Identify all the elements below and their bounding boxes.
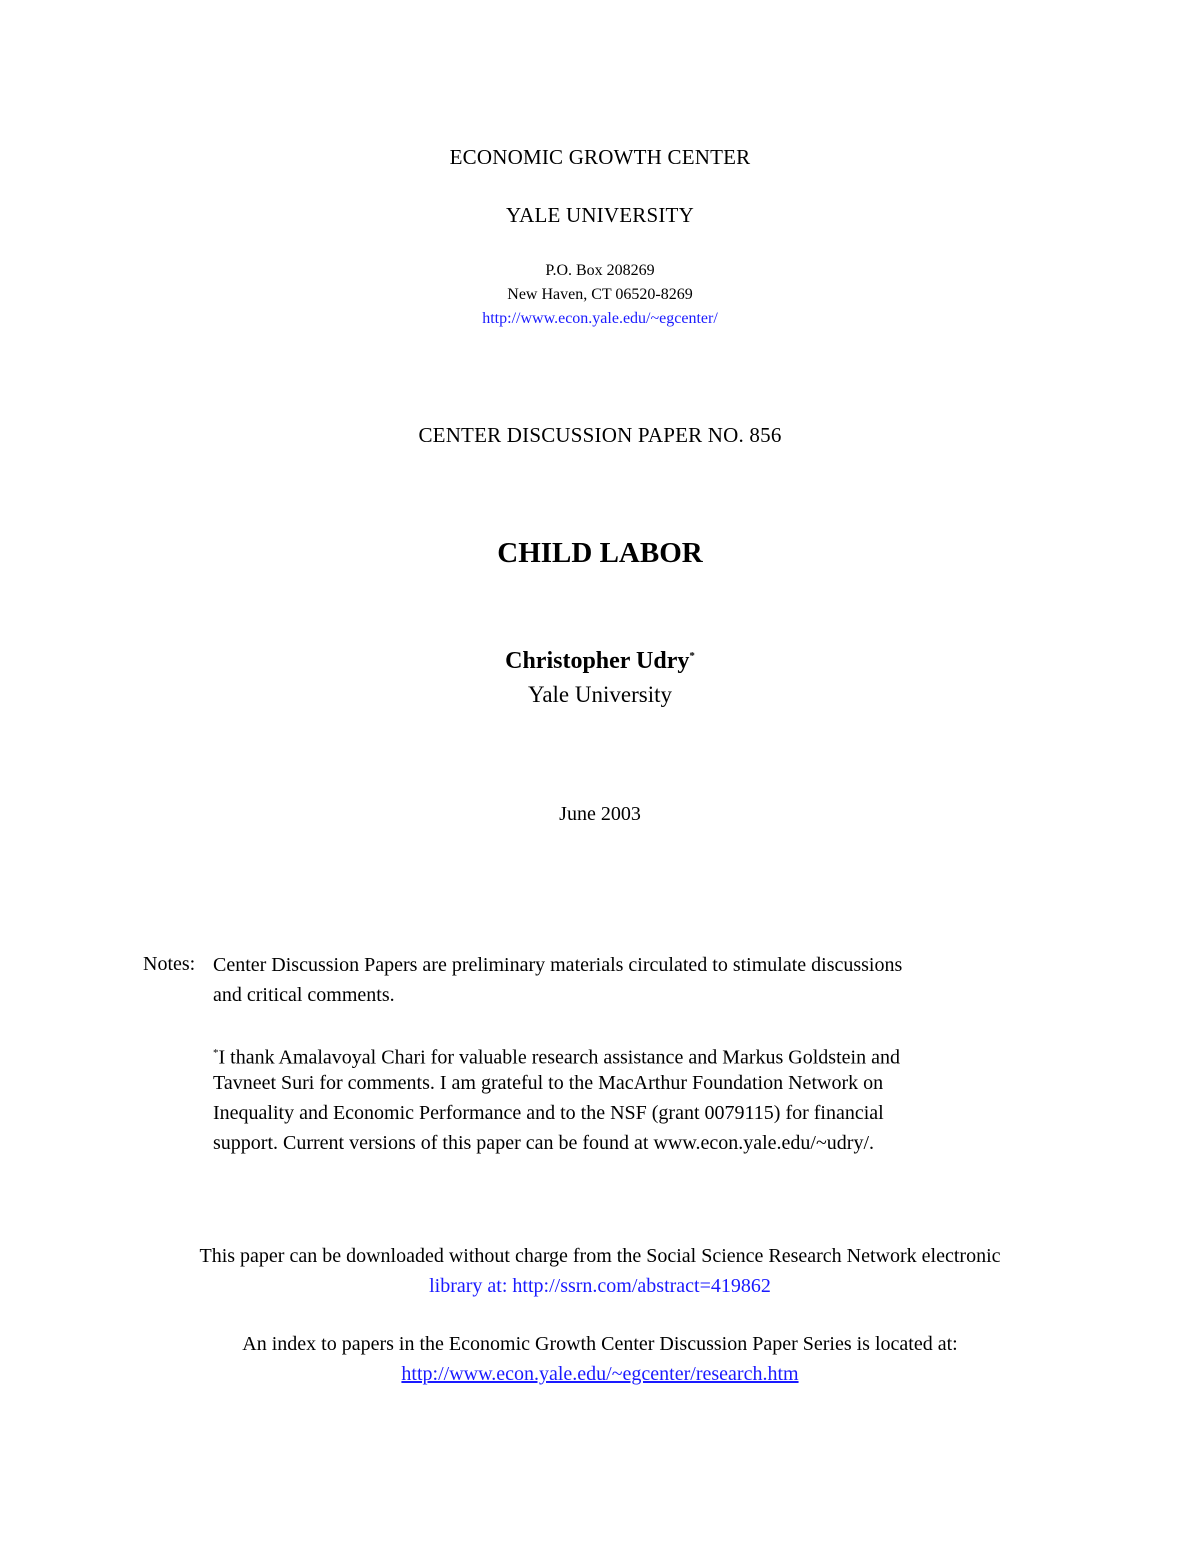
city-address: New Haven, CT 06520-8269 xyxy=(507,286,693,303)
acknowledgment-line-4: support. Current versions of this paper can be found at www.econ.yale.edu/~udry/. xyxy=(213,1132,875,1154)
notes-line-1: Center Discussion Papers are preliminary materials circulated to stimulate discussions xyxy=(213,954,903,976)
po-box: P.O. Box 208269 xyxy=(545,262,655,279)
university-name: YALE UNIVERSITY xyxy=(506,203,694,227)
acknowledgment-line-2: Tavneet Suri for comments. I am grateful to the MacArthur Foundation Network on xyxy=(213,1072,884,1094)
author-line xyxy=(0,648,1200,675)
ack-footnote-mark: * xyxy=(213,1047,219,1059)
notes-line-2: and critical comments. xyxy=(213,984,395,1006)
paper-date: June 2003 xyxy=(559,803,641,825)
author-affiliation: Yale University xyxy=(528,682,672,707)
center-name: ECONOMIC GROWTH CENTER xyxy=(449,145,751,169)
ssrn-link[interactable]: library at: http://ssrn.com/abstract=419862 xyxy=(429,1275,771,1297)
website-link-line xyxy=(0,310,1200,328)
author-name: Christopher Udry xyxy=(505,648,690,674)
ack-text-1: I thank Amalavoyal Chari for valuable research assistance and Markus Goldstein and xyxy=(218,1046,900,1069)
notes-label: Notes: xyxy=(143,953,196,975)
index-link[interactable]: http://www.econ.yale.edu/~egcenter/research.htm xyxy=(401,1363,799,1385)
acknowledgment-line-3: Inequality and Economic Performance and to the NSF (grant 0079115) for financial xyxy=(213,1102,884,1124)
paper-title: CHILD LABOR xyxy=(497,537,703,569)
download-line-1: This paper can be downloaded without charge from the Social Science Research Network electronic xyxy=(199,1245,1001,1267)
paper-number: CENTER DISCUSSION PAPER NO. 856 xyxy=(418,423,782,447)
index-link-line xyxy=(0,1363,1200,1386)
author-footnote-mark: * xyxy=(689,650,695,662)
index-line: An index to papers in the Economic Growth Center Discussion Paper Series is located at: xyxy=(242,1333,958,1355)
website-link[interactable]: http://www.econ.yale.edu/~egcenter/ xyxy=(482,310,718,327)
